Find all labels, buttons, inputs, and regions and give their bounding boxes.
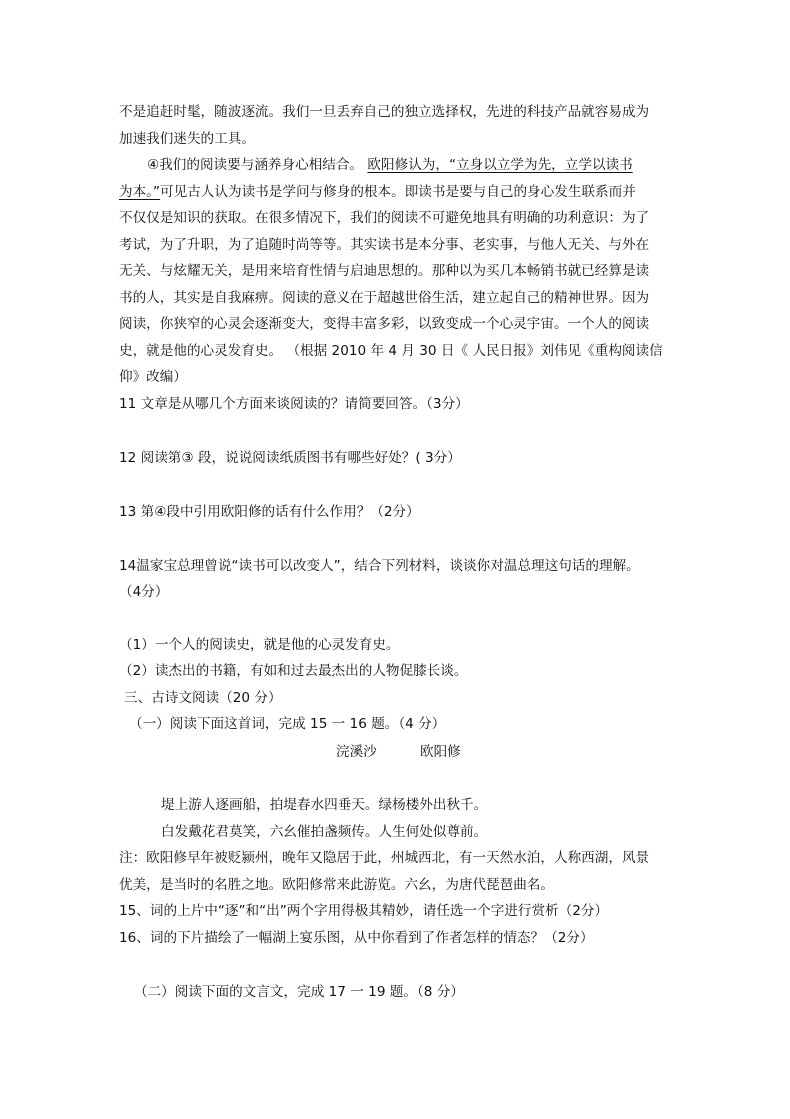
ouyang-xiu-quote-end: 为本。” [119,184,161,200]
passage-source-line: 史，就是他的心灵发育史。 （根据 2010 年 4 月 30 日《 人民日报》刘伟见《重构阅读信 [119,343,663,359]
paragraph-4-claim: ④我们的阅读要与涵养身心相结合。 [147,157,368,173]
passage-source-line: 仰》改编） [119,369,187,385]
section-3-heading: 三、古诗文阅读（20 分） [124,690,282,706]
ouyang-xiu-quote: 欧阳修认为，“立身以立学为先，立学以读书 [367,157,633,173]
subsection-1-heading: （一）阅读下面这首词，完成 15 一 16 题。（4 分） [129,716,446,732]
passage-line: 考试，为了升职，为了追随时尚等等。其实读书是本分事、老实事，与他人无关、与外在 [119,237,650,253]
paragraph-4-opening [147,155,633,175]
question-15: 15、词的上片中“逐”和“出”两个字用得极其精妙，请任选一个字进行赏析（2分） [119,903,609,919]
question-11: 11 文章是从哪几个方面来谈阅读的？请简要回答。（3分） [119,396,469,412]
passage-line: 加速我们迷失的工具。 [119,131,255,147]
passage-line: 书的人，其实是自我麻痹。阅读的意义在于超越世俗生活，建立起自己的精神世界。因为 [119,290,650,306]
passage-line: 无关、与炫耀无关，是用来培育性情与启迪思想的。那种以为买几本畅销书就已经算是读 [119,263,650,279]
passage-line: 不仅仅是知识的获取。在很多情况下，我们的阅读不可避免地具有明确的功利意识：为了 [119,210,650,226]
question-12: 12 阅读第③ 段，说说阅读纸质图书有哪些好处？( 3分） [119,450,461,466]
poem-title: 浣溪沙 [336,744,377,760]
passage-line: 不是追赶时髦，随波逐流。我们一旦丢弃自己的独立选择权，先进的科技产品就容易成为 [119,104,650,120]
poem-line: 白发戴花君莫笑，六幺催拍盏频传。人生何处似尊前。 [161,824,488,840]
question-14: 14温家宝总理曾说“读书可以改变人”，结合下列材料，谈谈你对温总理这句话的理解。 [119,558,640,574]
poem-note: 优美，是当时的名胜之地。欧阳修常来此游览。六幺，为唐代琵琶曲名。 [119,877,554,893]
question-13: 13 第④段中引用欧阳修的话有什么作用？（2分） [119,504,420,520]
passage-line-rest: 可见古人认为读书是学问与修身的根本。即读书是要与自己的身心发生联系而并 [160,184,636,200]
poem-author: 欧阳修 [420,744,461,760]
passage-line: 阅读，你狭窄的心灵会逐渐变大，变得丰富多彩，以致变成一个心灵宇宙。一个人的阅读 [119,316,650,332]
question-14-score: （4分） [119,584,169,600]
question-16: 16、词的下片描绘了一幅湖上宴乐图，从中你看到了作者怎样的情态？（2分） [119,930,594,946]
subsection-2-heading: （二）阅读下面的文言文，完成 17 一 19 题。（8 分） [134,984,464,1000]
passage-line [119,182,636,202]
poem-line: 堤上游人逐画船，拍堤春水四垂天。绿杨楼外出秋千。 [161,797,488,813]
material-1: （1）一个人的阅读史，就是他的心灵发育史。 [119,637,400,653]
material-2: （2）读杰出的书籍，有如和过去最杰出的人物促膝长谈。 [119,663,468,679]
poem-note: 注：欧阳修早年被贬颍州，晚年又隐居于此，州城西北，有一天然水泊，人称西湖，风景 [119,850,650,866]
